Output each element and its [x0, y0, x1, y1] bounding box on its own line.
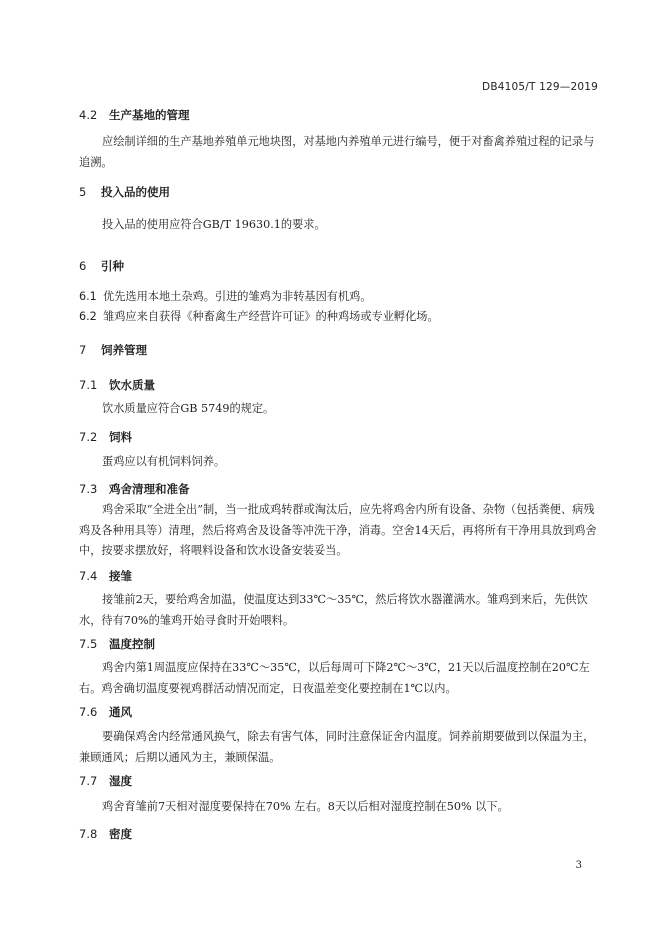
- section-title: 密度: [109, 827, 132, 841]
- section-title: 鸡舍清理和准备: [109, 482, 190, 496]
- document-id: DB4105/T 129—2019: [482, 81, 598, 93]
- page-number: 3: [575, 860, 582, 871]
- section-7-heading: [79, 342, 147, 358]
- section-title: 饮水质量: [109, 378, 155, 392]
- section-number: 7: [79, 343, 87, 357]
- section-number: 7.1: [79, 378, 98, 392]
- section-number: 6: [79, 259, 87, 273]
- list-item: [79, 288, 372, 304]
- section-number: 7.5: [79, 637, 98, 651]
- section-number: 7.4: [79, 569, 98, 583]
- section-5-text: 投入品的使用应符合GB/T 19630.1的要求。: [102, 218, 326, 231]
- section-7-7-text: 鸡舍育雏前7天相对湿度要保持在70% 左右。8天以后相对湿度控制在50% 以下。: [102, 800, 509, 813]
- item-number: 6.2: [79, 310, 97, 323]
- section-title: 引种: [101, 259, 124, 273]
- section-6-heading: [79, 258, 124, 274]
- section-7-7-heading: [79, 773, 132, 789]
- section-title: 通风: [109, 705, 132, 719]
- section-7-1-heading: [79, 377, 155, 393]
- section-7-2-heading: [79, 429, 132, 445]
- section-7-3-heading: [79, 481, 190, 497]
- section-4-2-heading: [79, 107, 190, 123]
- section-title: 生产基地的管理: [109, 108, 190, 122]
- section-title: 接雏: [109, 569, 132, 583]
- section-number: 4.2: [79, 108, 98, 122]
- section-7-3-text: 鸡舍采取“全进全出”制，当一批成鸡转群或淘汰后，应先将鸡舍内所有设备、杂物（包括粪便、病残鸡及各种用具等）清理，然后将鸡舍及设备等冲洗干净，消毒。空舍14天后，再将所有干净用具放到鸡舍中，按要求摆放好，将喂料设备和饮水设备安装妥当。: [79, 503, 597, 557]
- section-number: 5: [79, 185, 87, 199]
- section-7-6-heading: [79, 704, 132, 720]
- item-number: 6.1: [79, 290, 97, 303]
- item-text: 优先选用本地土杂鸡。引进的雏鸡为非转基因有机鸡。: [103, 290, 372, 303]
- section-7-6-text: 要确保鸡舍内经常通风换气，除去有害气体，同时注意保证舍内温度。饲养前期要做到以保温为主，兼顾通风；后期以通风为主，兼顾保温。: [79, 730, 595, 764]
- section-title: 饲养管理: [101, 343, 147, 357]
- section-number: 7.6: [79, 705, 98, 719]
- section-7-2-text: 蛋鸡应以有机饲料饲养。: [102, 455, 226, 468]
- section-number: 7.8: [79, 827, 98, 841]
- list-item: [79, 308, 439, 324]
- section-7-5-text: 鸡舍内第1周温度应保持在33℃～35℃，以后每周可下降2℃～3℃，21天以后温度控制在20℃左右。鸡舍确切温度要视鸡群活动情况而定，日夜温差变化要控制在1℃以内。: [79, 661, 590, 695]
- section-number: 7.7: [79, 774, 98, 788]
- section-title: 饲料: [109, 430, 132, 444]
- section-5-heading: [79, 184, 170, 200]
- section-title: 湿度: [109, 774, 132, 788]
- section-number: 7.2: [79, 430, 98, 444]
- item-text: 雏鸡应来自获得《种畜禽生产经营许可证》的种鸡场或专业孵化场。: [103, 310, 439, 323]
- section-title: 投入品的使用: [101, 185, 170, 199]
- section-title: 温度控制: [109, 637, 155, 651]
- section-7-4-text: 接雏前2天，要给鸡舍加温，使温度达到33℃～35℃，然后将饮水器灌满水。雏鸡到来后，先供饮水，待有70%的雏鸡开始寻食时开始喂料。: [79, 593, 588, 627]
- section-number: 7.3: [79, 482, 98, 496]
- section-7-5-heading: [79, 636, 155, 652]
- section-7-1-text: 饮水质量应符合GB 5749的规定。: [102, 402, 275, 415]
- section-7-4-heading: [79, 568, 132, 584]
- section-7-8-heading: [79, 826, 132, 842]
- section-4-2-text: 应绘制详细的生产基地养殖单元地块图，对基地内养殖单元进行编号，便于对畜禽养殖过程的记录与追溯。: [79, 135, 595, 169]
